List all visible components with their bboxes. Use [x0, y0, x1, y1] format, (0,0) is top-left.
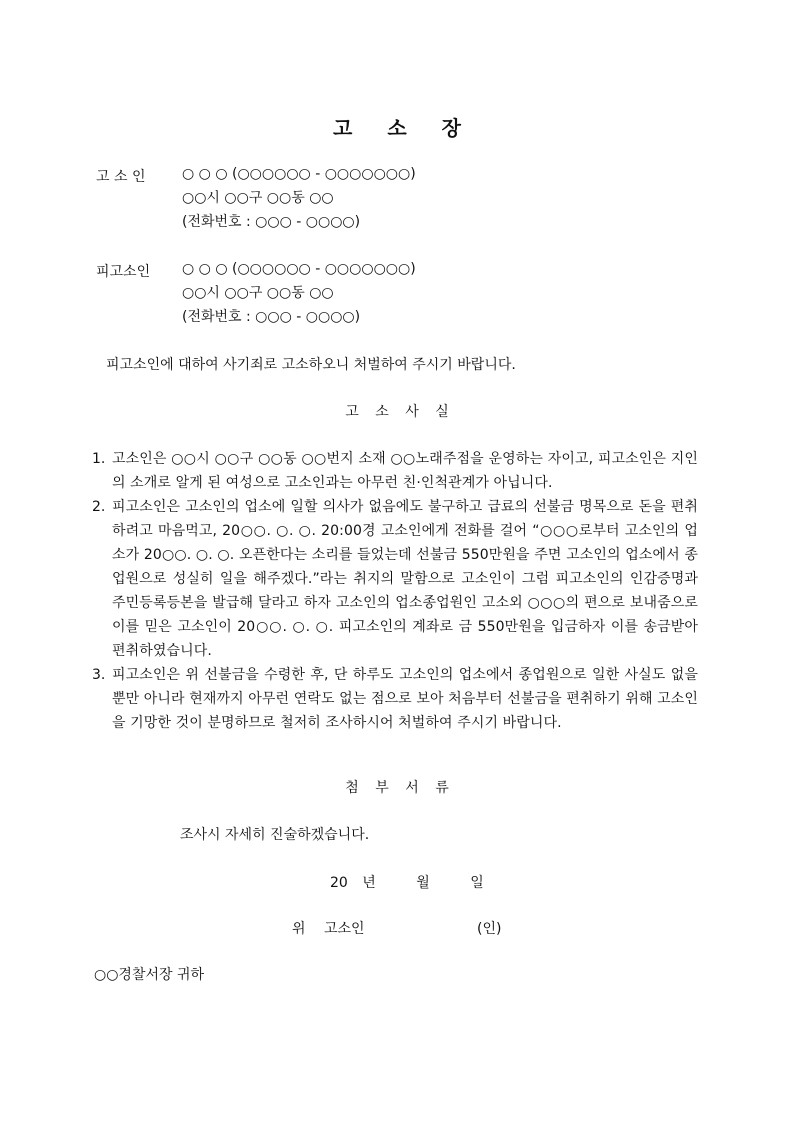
list-item [92, 447, 698, 495]
accused-name: ○ ○ ○ (○○○○○○ - ○○○○○○○) [182, 261, 416, 277]
fact-number: 3. [92, 667, 106, 683]
list-item [92, 495, 698, 663]
title-char: 소 [387, 116, 407, 140]
accused-info [182, 257, 416, 329]
accused-address: ○○시 ○○구 ○○동 ○○ [182, 285, 334, 301]
complainant-info [182, 162, 416, 234]
document-title [0, 112, 794, 141]
document-date [330, 872, 484, 892]
signature-line [292, 918, 501, 938]
signature-prefix: 위 [292, 921, 306, 937]
addressee: ○○경찰서장 귀하 [94, 967, 205, 983]
complainant-name: ○ ○ ○ (○○○○○○ - ○○○○○○○) [182, 166, 416, 182]
facts-list [92, 447, 698, 735]
date-year: 20 [330, 875, 348, 891]
fact-text: 피고소인은 위 선불금을 수령한 후, 단 하루도 고소인의 업소에서 종업원으로 일한 사실도 없을 뿐만 아니라 현재까지 아무런 연락도 없는 점으로 보아 처음부터 선불금을 편취하기 위해 고소인을 기망한 것이 분명하므로 철저히 조사하시어 처벌하여 주시기 바랍니다. [112, 667, 698, 731]
complainant-address: ○○시 ○○구 ○○동 ○○ [182, 190, 334, 206]
complainant-phone: (전화번호 : ○○○ - ○○○○) [182, 214, 361, 230]
fact-text: 피고소인은 고소인의 업소에 일할 의사가 없음에도 불구하고 급료의 선불금 명목으로 돈을 편취하려고 마음먹고, 20○○. ○. ○. 20:00경 고소인에게 전화를 걸어 “○○○로부터 고소인의 업소가 20○○. ○. ○. 오픈한다는 소리를 들었는데 선불금 550만원을 주면 고소인의 업소에서 종업원으로 성실히 일을 해주겠다.”라는 취지의 말함으로 고소인이 그럼 피고소인의 인감증명과 주민등록등본을 발급해 달라고 하자 고소인의 업소종업원인 고소외 ○○○의 편으로 보내줌으로 이를 믿은 고소인이 20○○. ○. ○. 피고소인의 계좌로 금 550만원을 입금하자 이를 송금받아 편취하였습니다. [112, 499, 698, 659]
date-day-unit: 일 [470, 875, 484, 891]
fact-number: 1. [92, 451, 106, 467]
date-year-unit: 년 [362, 875, 376, 891]
date-month-unit: 월 [416, 875, 430, 891]
complaint-statement: 피고소인에 대하여 사기죄로 고소하오니 처벌하여 주시기 바랍니다. [106, 357, 516, 373]
signature-role: 고소인 [323, 921, 365, 937]
title-char: 장 [441, 116, 461, 140]
title-char: 고 [333, 116, 353, 140]
attachments-heading: 첨 부 서 류 [345, 780, 449, 796]
complainant-label: 고 소 인 [96, 169, 146, 185]
signature-seal: (인) [477, 921, 502, 937]
accused-label: 피고소인 [96, 264, 151, 280]
fact-text: 고소인은 ○○시 ○○구 ○○동 ○○번지 소재 ○○노래주점을 운영하는 자이고, 피고소인은 지인의 소개로 알게 된 여성으로 고소인과는 아무런 친·인척관계가 아닙니다. [112, 451, 698, 491]
attachments-text: 조사시 자세히 진술하겠습니다. [180, 827, 370, 843]
facts-heading: 고 소 사 실 [345, 404, 449, 420]
accused-phone: (전화번호 : ○○○ - ○○○○) [182, 309, 361, 325]
list-item [92, 663, 698, 735]
fact-number: 2. [92, 499, 106, 515]
